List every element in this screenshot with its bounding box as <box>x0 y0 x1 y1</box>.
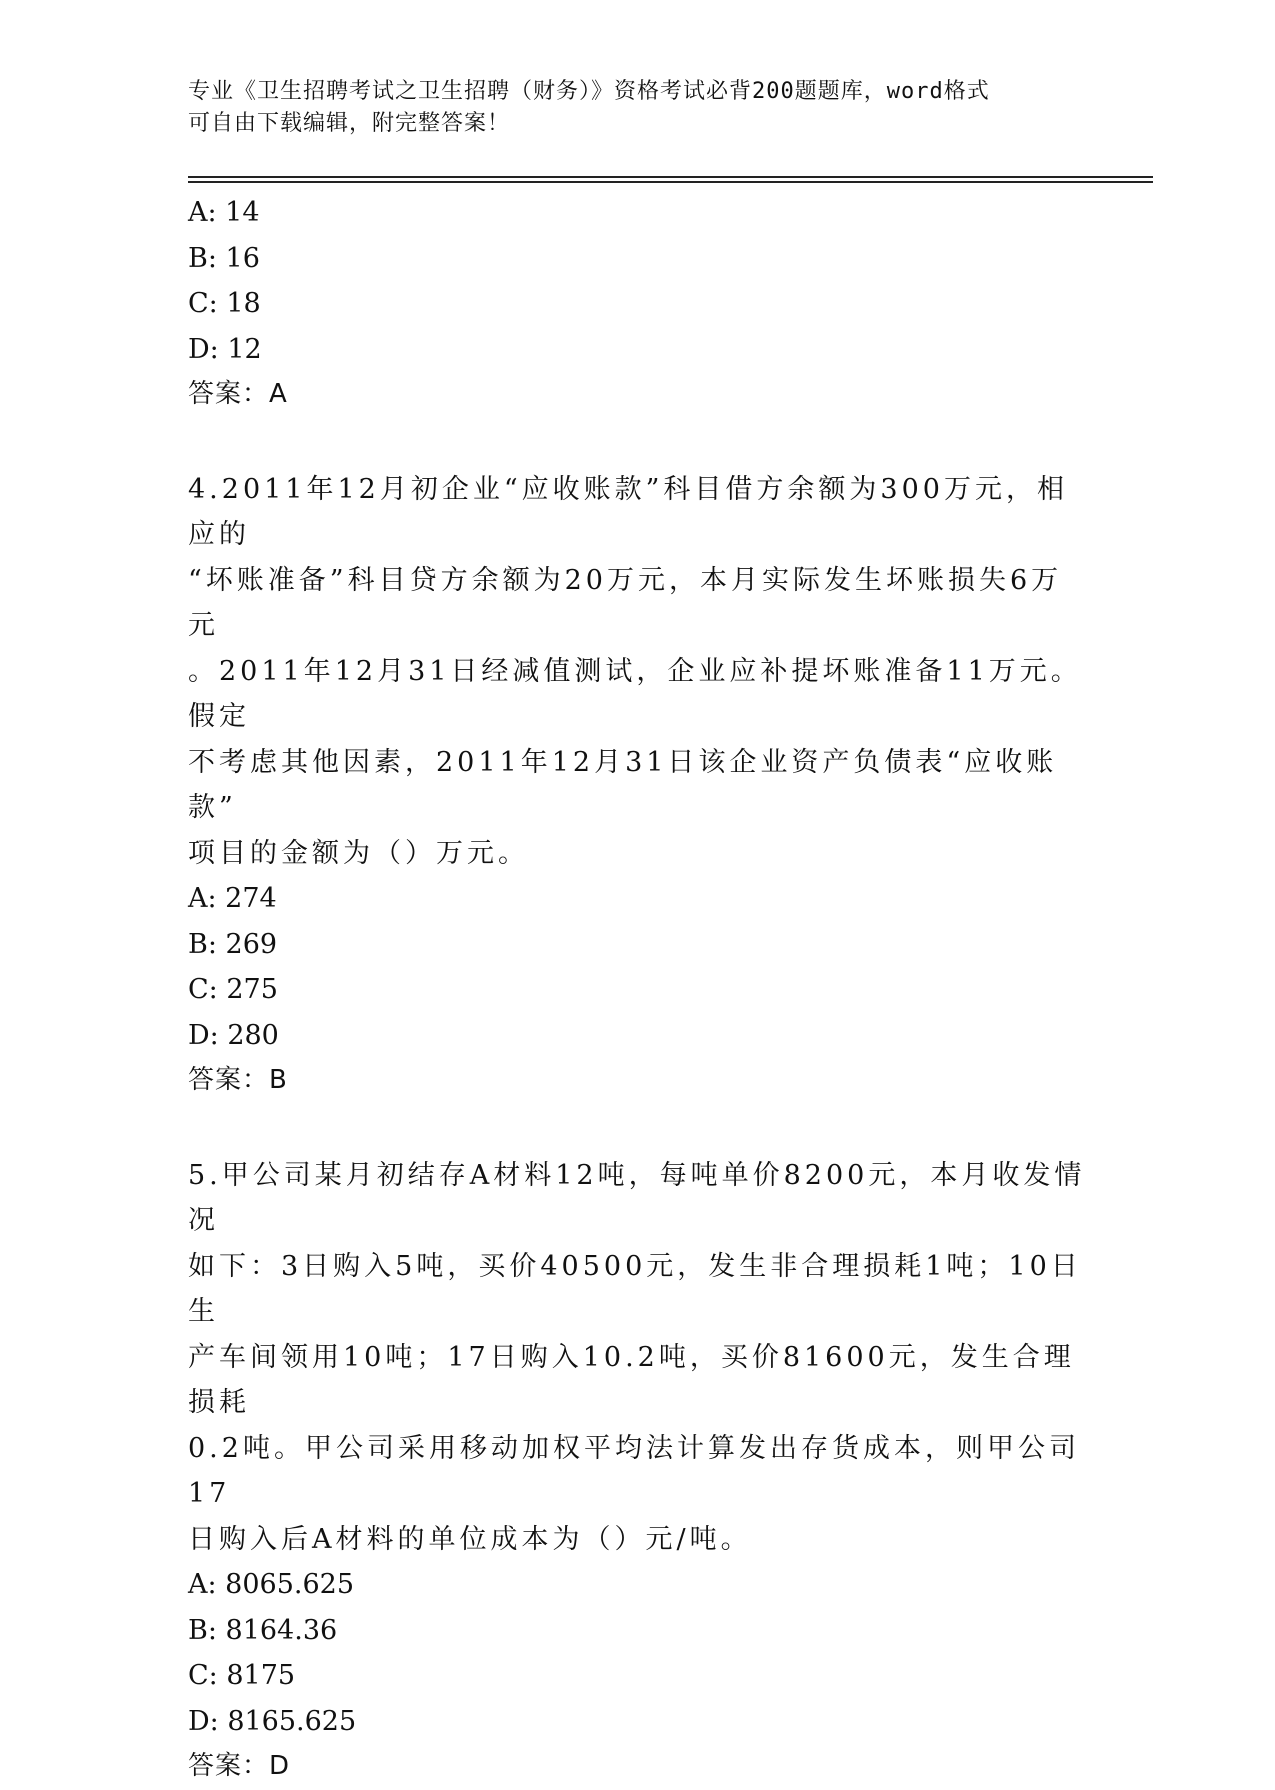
question-4-text <box>188 467 1088 877</box>
header-divider-bottom <box>188 181 1153 183</box>
question-5-answer: 答案：D <box>188 1751 291 1781</box>
spacer <box>188 418 1088 467</box>
header-line-2: 可自由下载编辑，附完整答案！ <box>188 111 511 136</box>
header-line-1: 专业《卫生招聘考试之卫生招聘（财务）》资格考试必背200题题库，word格式 <box>188 79 990 104</box>
question-5-block <box>188 1153 1088 1790</box>
question-5-line: 如下：3日购入5吨，买价40500元，发生非合理损耗1吨；10日生 <box>188 1250 1082 1327</box>
question-4-answer: 答案：B <box>188 1065 288 1095</box>
question-4-block <box>188 467 1088 1104</box>
question-4-option-d: D: 280 <box>188 1019 279 1051</box>
question-3-answer: 答案：A <box>188 379 288 409</box>
question-5-line: 日购入后A材料的单位成本为（）元/吨。 <box>188 1523 752 1555</box>
question-5-line: 0.2吨。甲公司采用移动加权平均法计算发出存货成本，则甲公司17 <box>188 1432 1080 1509</box>
question-3-option-b: B: 16 <box>188 242 260 274</box>
question-5-line: 产车间领用10吨；17日购入10.2吨，买价81600元，发生合理损耗 <box>188 1341 1075 1418</box>
question-3-option-a: A: 14 <box>188 197 260 228</box>
question-4-option-b: B: 269 <box>188 928 278 960</box>
question-4-line: 项目的金额为（）万元。 <box>188 837 529 869</box>
question-5-option-d: D: 8165.625 <box>188 1705 357 1737</box>
header-divider-top <box>188 176 1153 178</box>
question-4-option-a: A: 274 <box>188 883 277 914</box>
question-3-block <box>188 190 1088 418</box>
question-5-line: 5.甲公司某月初结存A材料12吨，每吨单价8200元，本月收发情况 <box>188 1159 1086 1236</box>
question-3-option-c: C: 18 <box>188 288 261 319</box>
question-4-line: 不考虑其他因素，2011年12月31日该企业资产负债表“应收账款” <box>188 746 1058 823</box>
question-3-option-d: D: 12 <box>188 333 262 365</box>
question-5-option-c: C: 8175 <box>188 1660 296 1691</box>
spacer <box>188 1104 1088 1153</box>
document-header <box>188 76 1088 140</box>
question-4-option-c: C: 275 <box>188 974 278 1005</box>
question-4-line: 。2011年12月31日经减值测试，企业应补提坏账准备11万元。假定 <box>188 655 1082 732</box>
question-5-option-b: B: 8164.36 <box>188 1614 338 1646</box>
question-content <box>188 190 1088 1790</box>
question-5-text <box>188 1153 1088 1563</box>
question-4-line: “坏账准备”科目贷方余额为20万元，本月实际发生坏账损失6万元 <box>188 564 1063 641</box>
question-5-option-a: A: 8065.625 <box>188 1569 355 1600</box>
question-4-line: 4.2011年12月初企业“应收账款”科目借方余额为300万元，相应的 <box>188 473 1068 550</box>
